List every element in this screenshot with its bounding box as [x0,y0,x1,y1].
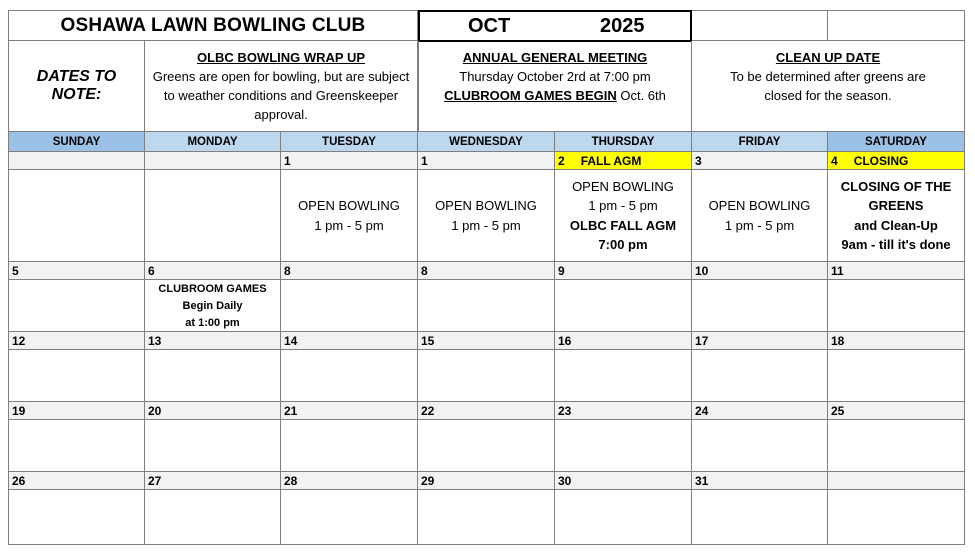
day-number-cell [8,472,145,490]
day-event-cell [145,420,281,472]
month-label: OCT [468,14,511,37]
day-number: 22 [421,403,435,418]
event-line: CLUBROOM GAMES [158,283,267,295]
day-number-cell [145,152,281,170]
weekday-saturday: SATURDAY [828,132,965,152]
day-number: 16 [558,333,572,348]
day-number: 31 [695,473,709,488]
day-number-cell [828,472,965,490]
day-event-cell [145,280,281,332]
event-line: OPEN BOWLING [572,178,674,194]
day-number: 11 [831,263,844,278]
cleanup-heading: CLEAN UP DATE [775,50,881,65]
day-event-cell [828,490,965,545]
event-line: Begin Daily [182,300,243,312]
agm-note [418,41,692,132]
day-number: 15 [421,333,435,348]
event-line: OPEN BOWLING [435,198,537,213]
weekday-sunday: SUNDAY [8,132,145,152]
header-blank-cell [692,10,828,41]
event-line: OLBC FALL AGM [569,217,677,233]
day-number: 27 [148,473,162,488]
day-number-cell [555,332,692,350]
month-year-box [418,10,692,42]
club-title [8,10,418,41]
wrap-up-heading: OLBC BOWLING WRAP UP [196,50,366,65]
day-number: 24 [695,403,709,418]
day-number: 1 [421,153,428,168]
day-number: 30 [558,473,572,488]
day-number-cell [281,402,418,420]
day-number-cell [828,152,965,170]
day-event-cell [281,350,418,402]
day-number: 20 [148,403,162,418]
dates-to-note-line1: DATES TO [36,68,117,85]
day-number: 14 [284,333,298,348]
day-number: 23 [558,403,572,418]
day-number: 8 [421,263,428,278]
day-event-cell [555,490,692,545]
day-event-cell [828,170,965,262]
day-number: 25 [831,403,845,418]
day-event-cell [692,490,828,545]
day-event-cell [692,350,828,402]
day-highlight-label: FALL AGM [580,153,642,168]
day-number-cell [145,402,281,420]
day-number-cell [418,152,555,170]
event-line: CLOSING OF THE [840,178,952,194]
day-number: 17 [695,333,709,348]
cleanup-text: To be determined after greens are closed for the season. [730,69,926,103]
day-number: 19 [12,403,26,418]
day-number: 12 [12,333,26,348]
day-number-cell [281,152,418,170]
day-event-cell [8,490,145,545]
event-line: and Clean-Up [854,217,938,233]
day-event-cell [281,420,418,472]
day-event-cell [418,280,555,332]
day-number: 4 [831,153,838,168]
day-number: 28 [284,473,298,488]
weekday-friday: FRIDAY [692,132,828,152]
day-event-cell [8,170,145,262]
event-line: OPEN BOWLING [708,198,811,213]
day-number: 8 [284,263,291,278]
day-event-cell [145,350,281,402]
day-number-cell [418,472,555,490]
day-event-cell [281,280,418,332]
day-event-cell [555,420,692,472]
day-number: 29 [421,473,435,488]
day-number-cell [281,472,418,490]
day-number-cell [145,332,281,350]
event-line: 1 pm - 5 pm [451,217,521,233]
day-number-cell [418,262,555,280]
event-line: 9am - till it's done [841,237,951,252]
clubroom-games-label: CLUBROOM GAMES BEGIN [444,88,617,103]
day-number: 21 [284,403,298,418]
event-line: 7:00 pm [598,237,648,252]
calendar-sheet [8,10,965,545]
event-line: 1 pm - 5 pm [314,217,384,233]
day-event-cell [828,280,965,332]
day-number-cell [692,152,828,170]
day-event-cell [555,280,692,332]
dates-to-note-label [8,41,145,132]
day-event-cell [418,170,555,262]
clubroom-games-date: Oct. 6th [616,88,666,103]
weekday-wednesday: WEDNESDAY [418,132,555,152]
event-line: 1 pm - 5 pm [588,198,658,213]
agm-date-text: Thursday October 2rd at 7:00 pm [459,69,651,84]
day-number-cell [418,402,555,420]
year-label: 2025 [600,14,645,37]
day-number-cell [692,262,828,280]
day-number-cell [692,402,828,420]
day-number-cell [418,332,555,350]
day-number-cell [555,262,692,280]
day-event-cell [145,170,281,262]
day-number-cell [8,262,145,280]
day-number-cell [281,332,418,350]
day-event-cell [555,170,692,262]
weekday-thursday: THURSDAY [555,132,692,152]
day-number: 9 [558,263,565,278]
day-number-cell [828,402,965,420]
day-event-cell [281,490,418,545]
wrap-up-note [145,41,418,132]
day-event-cell [418,350,555,402]
event-line: OPEN BOWLING [298,198,400,213]
day-number-cell [692,332,828,350]
day-number-cell [281,262,418,280]
header-blank-cell [828,10,965,41]
day-event-cell [692,420,828,472]
day-number-cell [555,152,692,170]
day-number-cell [8,402,145,420]
day-event-cell [8,280,145,332]
day-number-cell [8,152,145,170]
day-number-cell [555,402,692,420]
day-event-cell [692,280,828,332]
event-line: at 1:00 pm [185,317,240,329]
day-number: 1 [284,153,291,168]
day-event-cell [8,420,145,472]
day-number-cell [555,472,692,490]
day-number: 10 [695,263,709,278]
event-line: GREENS [868,198,924,213]
day-number: 3 [695,153,702,168]
day-number: 18 [831,333,845,348]
day-number: 13 [148,333,162,348]
cleanup-note [692,41,965,132]
day-number: 5 [12,263,19,278]
weekday-tuesday: TUESDAY [281,132,418,152]
day-event-cell [8,350,145,402]
day-highlight-label: CLOSING [853,153,909,168]
event-line: 1 pm - 5 pm [724,217,795,233]
day-event-cell [692,170,828,262]
day-number: 6 [148,263,155,278]
day-event-cell [555,350,692,402]
day-number-cell [145,262,281,280]
club-name-text: OSHAWA LAWN BOWLING CLUB [60,14,366,36]
day-event-cell [281,170,418,262]
day-number-cell [692,472,828,490]
day-event-cell [418,420,555,472]
clubroom-games-note [419,86,691,105]
day-number: 2 [558,153,565,168]
wrap-up-text: Greens are open for bowling, but are subject to weather conditions and Greenskeeper approval. [152,69,410,122]
day-event-cell [145,490,281,545]
day-number-cell [8,332,145,350]
day-number-cell [145,472,281,490]
weekday-monday: MONDAY [145,132,281,152]
dates-to-note-line2: NOTE: [51,86,102,103]
agm-heading: ANNUAL GENERAL MEETING [462,50,648,65]
day-number-cell [828,332,965,350]
day-event-cell [828,350,965,402]
day-event-cell [828,420,965,472]
day-number: 26 [12,473,26,488]
day-event-cell [418,490,555,545]
day-number-cell [828,262,965,280]
